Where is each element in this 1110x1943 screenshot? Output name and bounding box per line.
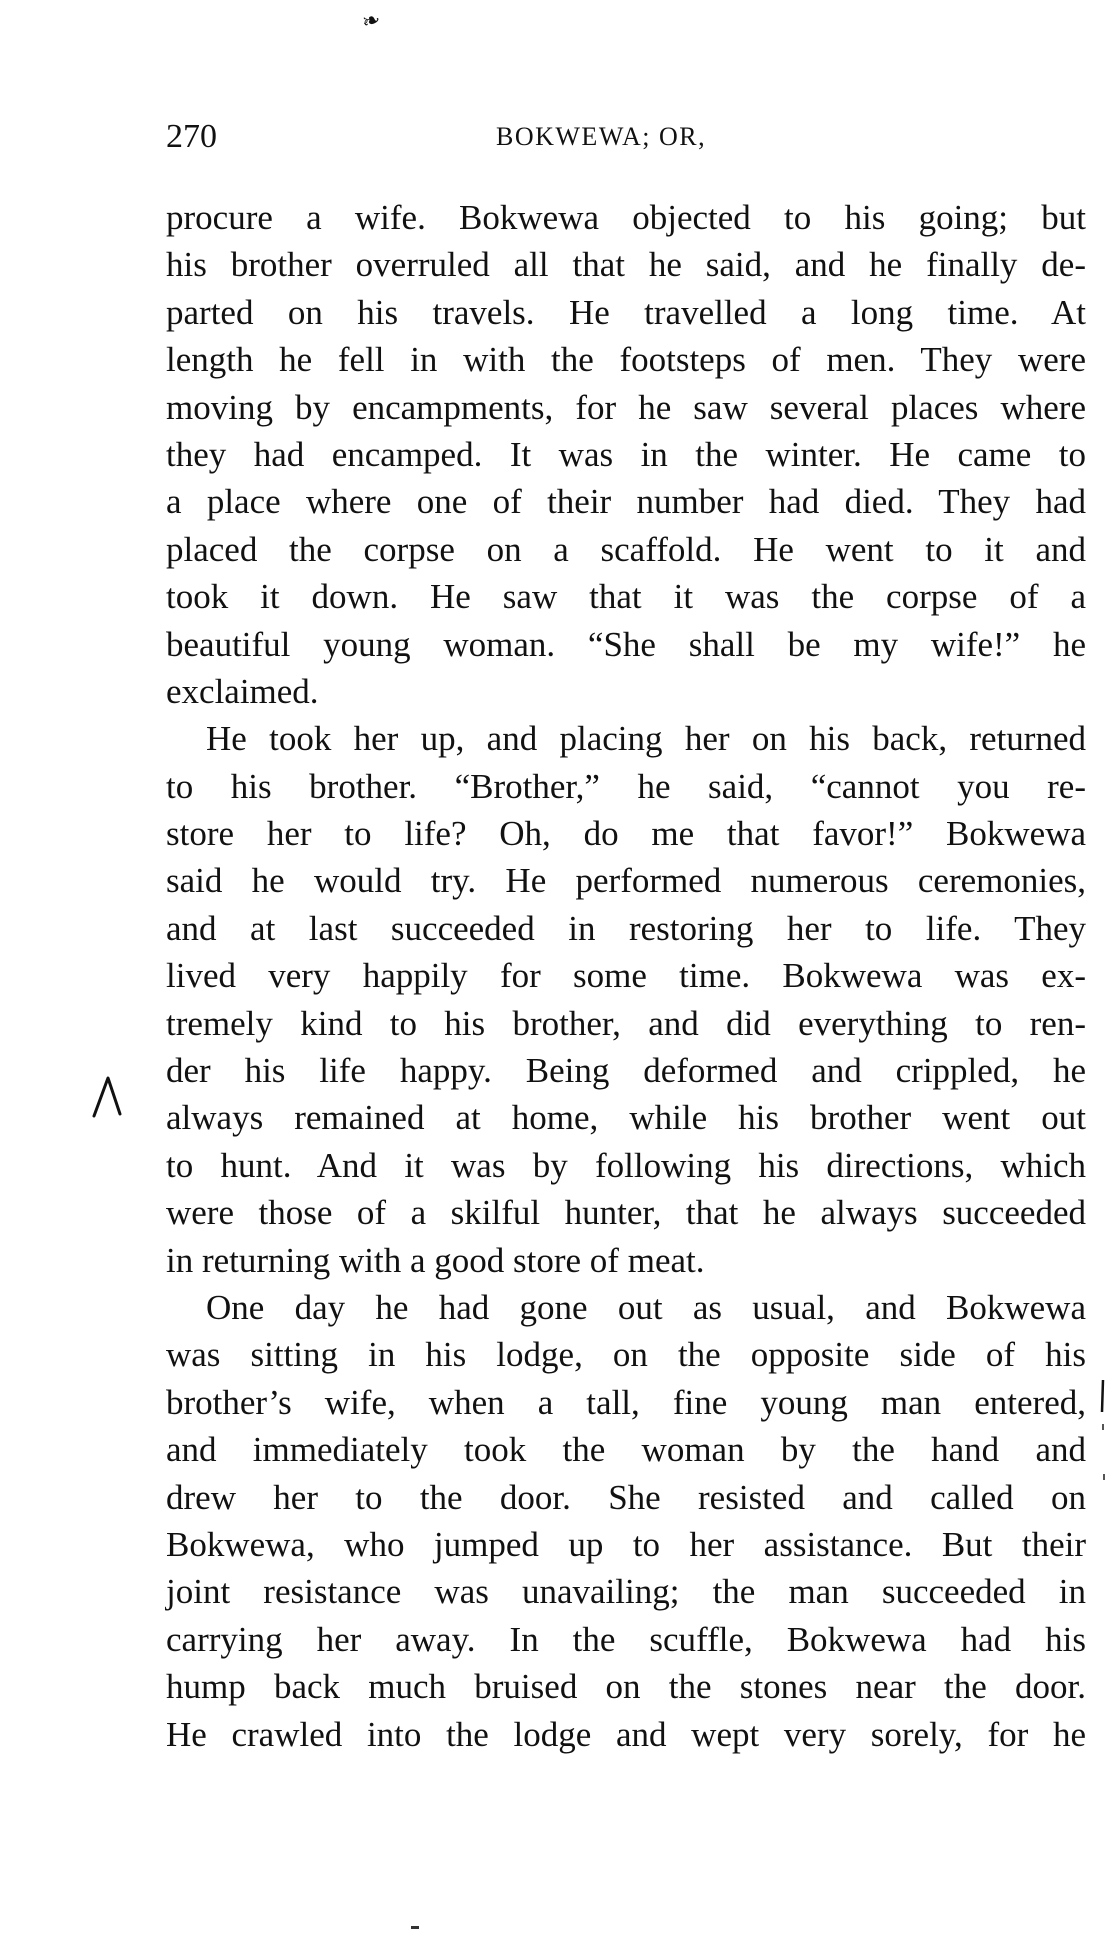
text-line: hump back much bruised on the stones near the door. — [166, 1667, 1086, 1707]
text-line: was sitting in his lodge, on the opposite side of his — [166, 1335, 1086, 1375]
text-line: and immediately took the woman by the hand and — [166, 1430, 1086, 1470]
text-line: store her to life? Oh, do me that favor!” Bokwewa — [166, 814, 1086, 854]
text-line: they had encamped. It was in the winter. He came to — [166, 434, 1086, 474]
text-line: He took her up, and placing her on his back, returned — [206, 719, 1086, 759]
text-line: a place where one of their number had died. They had — [166, 482, 1086, 522]
text-line: One day he had gone out as usual, and Bokwewa — [206, 1287, 1086, 1327]
text-line: and at last succeeded in restoring her to life. They — [166, 908, 1086, 948]
text-line: Bokwewa, who jumped up to her assistance. But their — [166, 1524, 1086, 1564]
text-line: carrying her away. In the scuffle, Bokwewa had his — [166, 1619, 1086, 1659]
body-text — [166, 194, 1086, 1758]
margin-tick-marks — [1098, 1378, 1108, 1488]
text-line: in returning with a good store of meat. — [166, 1240, 705, 1280]
text-line: drew her to the door. She resisted and called on — [166, 1477, 1086, 1517]
text-line: procure a wife. Bokwewa objected to his going; but — [166, 198, 1086, 237]
text-line: He crawled into the lodge and wept very sorely, for he — [166, 1714, 1086, 1754]
text-line: said he would try. He performed numerous ceremonies, — [166, 861, 1086, 901]
page-header — [166, 112, 1086, 162]
text-line: moving by encampments, for he saw several places where — [166, 387, 1086, 427]
text-line: beautiful young woman. “She shall be my wife!” he — [166, 624, 1086, 664]
text-line: took it down. He saw that it was the corpse of a — [166, 577, 1086, 617]
text-line: length he fell in with the footsteps of men. They were — [166, 340, 1086, 380]
text-line: his brother overruled all that he said, and he finally de- — [166, 245, 1086, 285]
text-line: lived very happily for some time. Bokwewa was ex- — [166, 956, 1086, 996]
text-line: tremely kind to his brother, and did everything to ren- — [166, 1003, 1086, 1043]
text-line: brother’s wife, when a tall, fine young man entered, — [166, 1382, 1086, 1422]
text-line: were those of a skilful hunter, that he always succeeded — [166, 1193, 1086, 1233]
margin-caret-mark — [92, 1074, 122, 1118]
text-line: exclaimed. — [166, 671, 319, 711]
text-line: parted on his travels. He travelled a long time. At — [166, 292, 1086, 332]
text-line: to his brother. “Brother,” he said, “cannot you re- — [166, 766, 1086, 806]
text-line: joint resistance was unavailing; the man succeeded in — [166, 1572, 1086, 1612]
text-line: always remained at home, while his brother went out — [166, 1098, 1086, 1138]
running-head: BOKWEWA; OR, — [496, 122, 707, 151]
text-line: der his life happy. Being deformed and crippled, he — [166, 1051, 1086, 1091]
text-line: to hunt. And it was by following his directions, which — [166, 1145, 1086, 1185]
ink-speck-mark — [411, 1926, 419, 1929]
ink-speck-mark: ❧ — [358, 6, 384, 35]
text-line: placed the corpse on a scaffold. He went to it and — [166, 529, 1086, 569]
page-number: 270 — [166, 118, 217, 155]
